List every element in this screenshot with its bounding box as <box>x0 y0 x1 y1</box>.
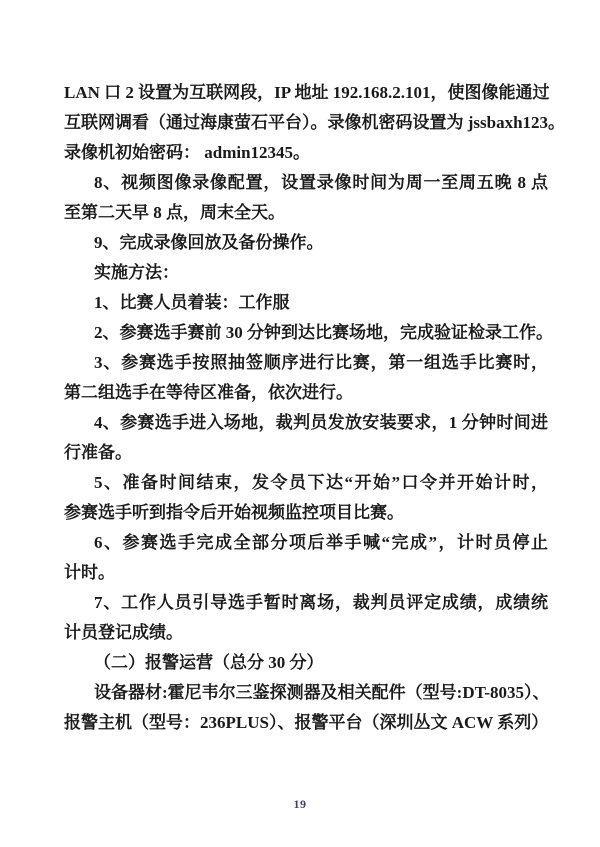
text-line: 4、参赛选手进入场地，裁判员发放安装要求，1 分钟时间进 <box>94 413 548 432</box>
text-line: 至第二天早 8 点，周末全天。 <box>64 203 285 222</box>
text-line: 计员登记成绩。 <box>64 623 183 642</box>
text-line: 行准备。 <box>64 443 132 462</box>
text-line: 7、工作人员引导选手暂时离场，裁判员评定成绩，成绩统 <box>94 593 548 612</box>
text-line: 6、参赛选手完成全部分项后举手喊“完成”，计时员停止 <box>94 533 548 552</box>
document-body <box>64 78 566 738</box>
text-line: 报警主机（型号：236PLUS）、报警平台（深圳丛文 ACW 系列） <box>64 713 549 732</box>
text-line: 第二组选手在等待区准备，依次进行。 <box>64 383 353 402</box>
text-line: 8、视频图像录像配置，设置录像时间为周一至周五晚 8 点 <box>94 173 548 192</box>
text-line: 9、完成录像回放及备份操作。 <box>94 233 324 252</box>
text-line: 互联网调看（通过海康萤石平台）。录像机密码设置为 jssbaxh123。 <box>64 113 566 132</box>
text-line: 计时。 <box>64 563 115 582</box>
text-line: 3、参赛选手按照抽签顺序进行比赛，第一组选手比赛时， <box>94 353 548 372</box>
text-line: 1、比赛人员着装：工作服 <box>94 293 290 312</box>
text-line: 实施方法： <box>94 263 179 282</box>
text-line: 设备器材:霍尼韦尔三鉴探测器及相关配件（型号:DT-8035）、 <box>94 683 550 702</box>
page-number: 19 <box>293 797 307 811</box>
text-line: 参赛选手听到指令后开始视频监控项目比赛。 <box>64 503 404 522</box>
text-line: 录像机初始密码： admin12345。 <box>64 143 311 162</box>
text-line: LAN 口 2 设置为互联网段，IP 地址 192.168.2.101，使图像能通过 <box>64 83 550 102</box>
text-line: （二）报警运营（总分 30 分） <box>94 653 324 672</box>
text-line: 5、准备时间结束，发令员下达“开始”口令并开始计时， <box>94 473 548 492</box>
text-line: 2、参赛选手赛前 30 分钟到达比赛场地，完成验证检录工作。 <box>94 323 553 342</box>
